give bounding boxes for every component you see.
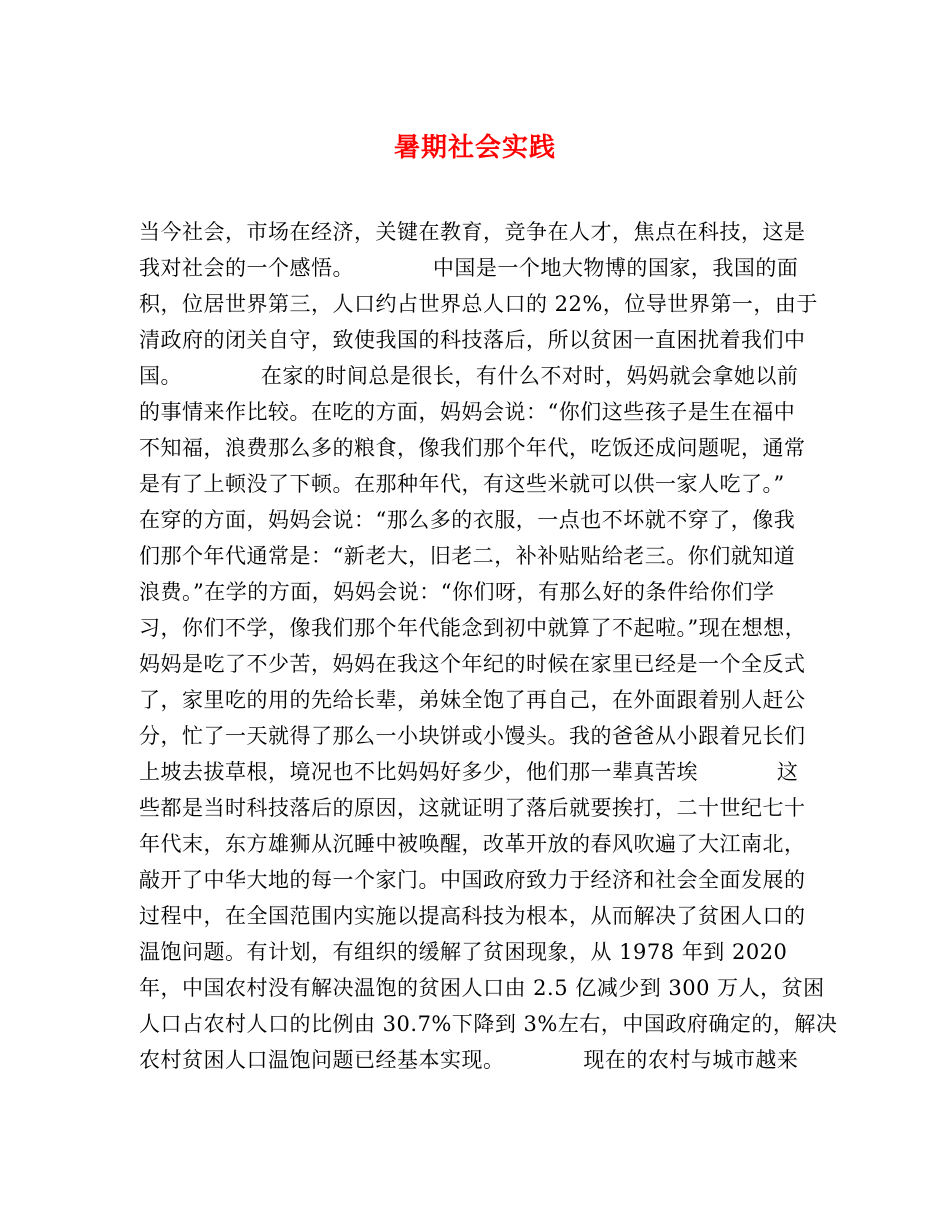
text-line: 年，中国农村没有解决温饱的贫困人口由 2.5 亿减少到 300 万人，贫困 xyxy=(139,976,825,1000)
text-line: 农村贫困人口温饱问题已经基本实现。 现在的农村与城市越来 xyxy=(139,1048,799,1072)
text-line: 过程中，在全国范围内实施以提高科技为根本，从而解决了贫困人口的 xyxy=(139,904,806,928)
text-line: 温饱问题。有计划，有组织的缓解了贫困现象，从 1978 年到 2020 xyxy=(139,940,788,964)
text-line: 在穿的方面，妈妈会说：“那么多的衣服，一点也不坏就不穿了，像我 xyxy=(139,508,796,532)
body-text xyxy=(139,214,839,1078)
text-line: 我对社会的一个感悟。 中国是一个地大物博的国家，我国的面 xyxy=(139,256,799,280)
text-line: 清政府的闭关自守，致使我国的科技落后，所以贫困一直困扰着我们中 xyxy=(139,328,806,352)
text-line: 不知福，浪费那么多的粮食，像我们那个年代，吃饭还成问题呢，通常 xyxy=(139,436,806,460)
text-line: 浪费。”在学的方面，妈妈会说：“你们呀，有那么好的条件给你们学 xyxy=(139,580,775,604)
text-line: 妈妈是吃了不少苦，妈妈在我这个年纪的时候在家里已经是一个全反式 xyxy=(139,652,806,676)
text-line: 国。 在家的时间总是很长，有什么不对时，妈妈就会拿她以前 xyxy=(139,364,799,388)
text-line: 们那个年代通常是：“新老大，旧老二，补补贴贴给老三。你们就知道 xyxy=(139,544,796,568)
page-title: 暑期社会实践 xyxy=(393,133,556,163)
text-line: 人口占农村人口的比例由 30.7%下降到 3%左右，中国政府确定的，解决 xyxy=(139,1012,838,1036)
text-line: 习，你们不学，像我们那个年代能念到初中就算了不起啦。”现在想想， xyxy=(139,616,807,640)
text-line: 是有了上顿没了下顿。在那种年代，有这些米就可以供一家人吃了。” xyxy=(139,472,785,496)
text-line: 了，家里吃的用的先给长辈，弟妹全饱了再自己，在外面跟着别人赶公 xyxy=(139,688,806,712)
text-line: 些都是当时科技落后的原因，这就证明了落后就要挨打，二十世纪七十 xyxy=(139,796,806,820)
text-line: 当今社会，市场在经济，关键在教育，竞争在人才，焦点在科技，这是 xyxy=(139,220,806,244)
text-line: 分，忙了一天就得了那么一小块饼或小馒头。我的爸爸从小跟着兄长们 xyxy=(139,724,806,748)
text-line: 敲开了中华大地的每一个家门。中国政府致力于经济和社会全面发展的 xyxy=(139,868,806,892)
text-line: 的事情来作比较。在吃的方面，妈妈会说：“你们这些孩子是生在福中 xyxy=(139,400,796,424)
text-line: 积，位居世界第三，人口约占世界总人口的 22%，位导世界第一，由于 xyxy=(139,292,818,316)
text-line: 年代末，东方雄狮从沉睡中被唤醒，改革开放的春风吹遍了大江南北， xyxy=(139,832,806,856)
text-line: 上坡去拔草根，境况也不比妈妈好多少，他们那一辈真苦埃 这 xyxy=(139,760,799,784)
